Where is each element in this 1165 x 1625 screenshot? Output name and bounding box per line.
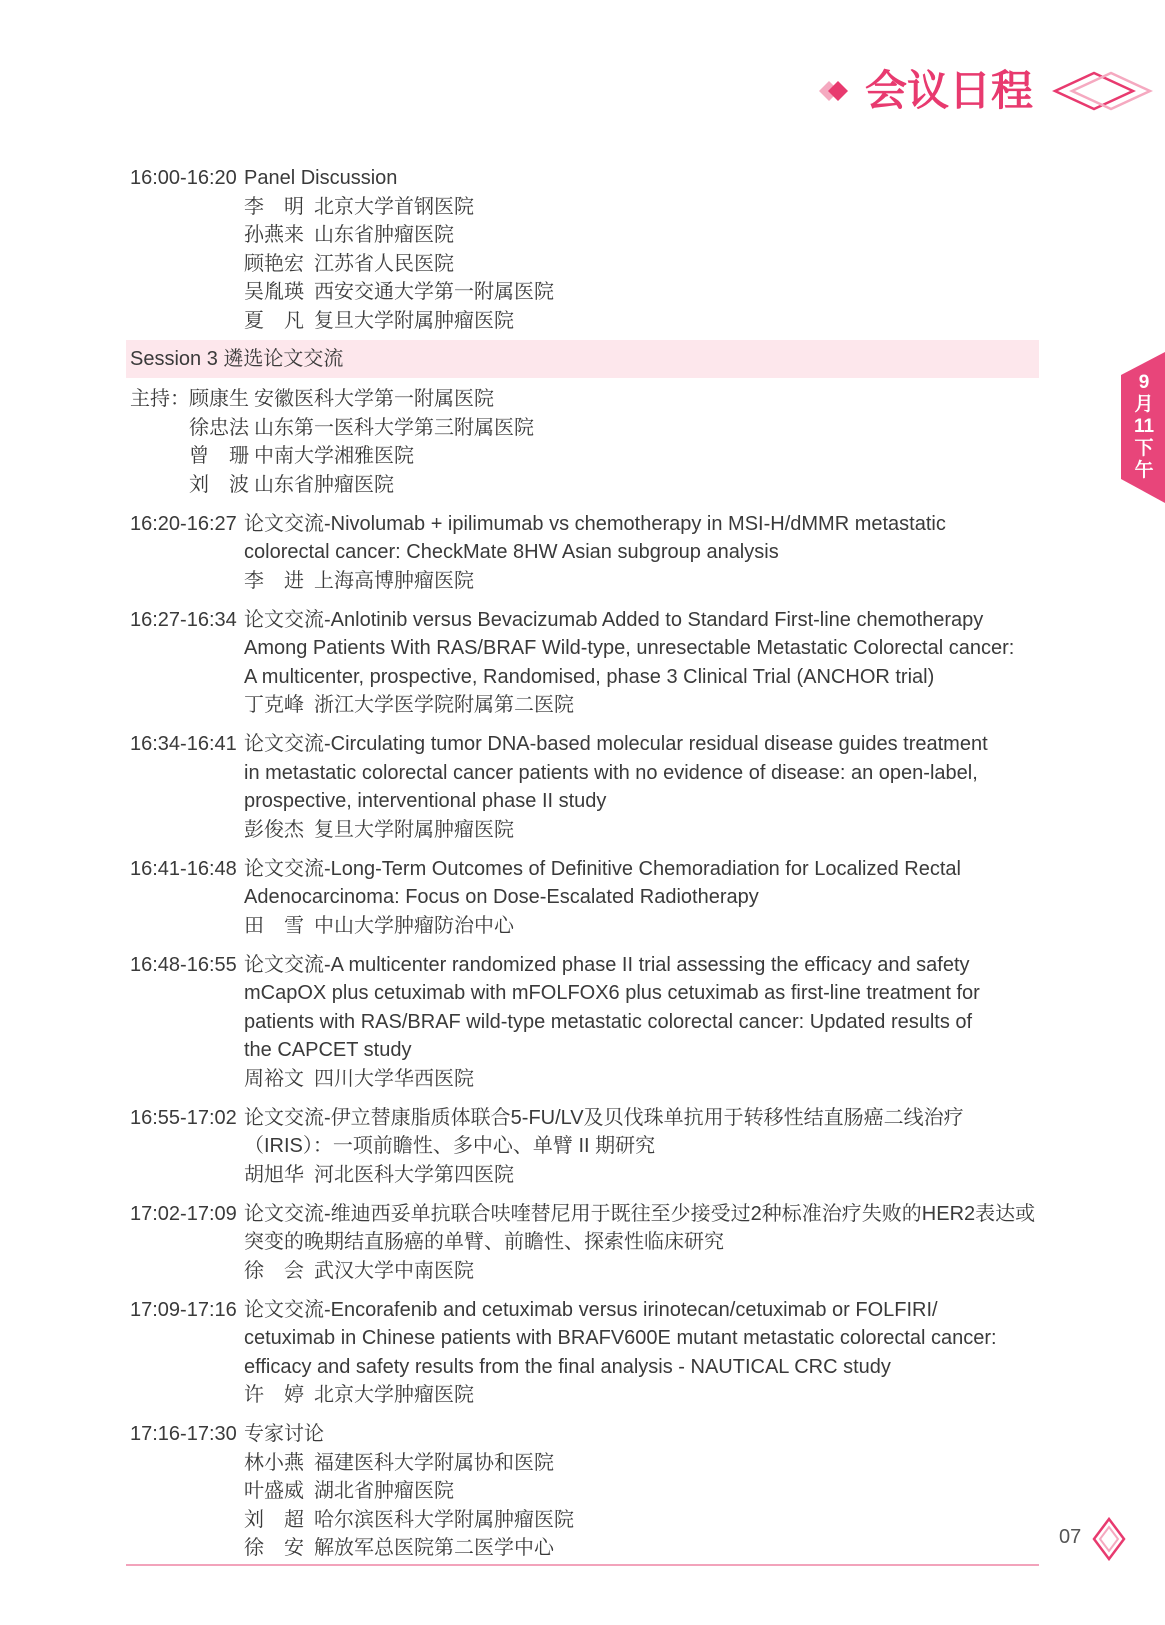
speaker-name: 刘 超 [244, 1508, 304, 1531]
speaker-affiliation: 复旦大学附属肿瘤医院 [314, 818, 514, 841]
speaker-affiliation: 北京大学首钢医院 [314, 195, 474, 218]
moderators-block [130, 385, 1045, 499]
speaker-affiliation: 湖北省肿瘤医院 [314, 1480, 454, 1502]
agenda-body [244, 730, 1045, 844]
speaker-affiliation: 安徽医科大学第一附属医院 [254, 388, 494, 410]
agenda-title-line: Among Patients With RAS/BRAF Wild-type, unresectable Metastatic Colorectal cancer: [244, 637, 1015, 659]
speaker-affiliation: 四川大学华西医院 [314, 1067, 474, 1090]
agenda-title-line: Adenocarcinoma: Focus on Dose-Escalated Radiotherapy [244, 886, 759, 908]
speaker-row [244, 1534, 1045, 1563]
speaker-name: 顾康生 [189, 388, 249, 410]
header-diamond-icon [808, 76, 850, 106]
agenda-body [244, 1420, 1045, 1563]
speaker-row [244, 221, 1045, 250]
agenda-title-line: prospective, interventional phase II study [244, 790, 607, 812]
agenda-title-line: cetuximab in Chinese patients with BRAFV600E mutant metastatic colorectal cancer: [244, 1327, 997, 1349]
speaker-name: 吴胤瑛 [244, 281, 304, 303]
agenda-title-line: 专家讨论 [244, 1423, 324, 1445]
speaker-name: 周裕文 [244, 1067, 304, 1090]
speaker-affiliation: 山东省肿瘤医院 [314, 224, 454, 246]
agenda-title-line: 论文交流-A multicenter randomized phase II trial assessing the efficacy and safety [244, 953, 970, 976]
session-header: Session 3 遴选论文交流 [126, 340, 1039, 378]
agenda-title-line: 突变的晚期结直肠癌的单臂、前瞻性、探索性临床研究 [244, 1231, 724, 1253]
date-tab-char: 下 [1134, 438, 1154, 459]
agenda-time: 17:02-17:09 [130, 1202, 237, 1225]
speaker-affiliation: 北京大学肿瘤医院 [314, 1384, 474, 1406]
agenda-title-line: efficacy and safety results from the final analysis - NAUTICAL CRC study [244, 1355, 891, 1378]
agenda-time: 16:20-16:27 [130, 512, 237, 535]
agenda-body [244, 951, 1045, 1094]
speaker-affiliation: 江苏省人民医院 [314, 252, 454, 275]
speaker-name: 徐 会 [244, 1259, 304, 1282]
agenda-body [244, 510, 1045, 596]
footer-diamond-icon [1092, 1517, 1126, 1561]
speaker-row [244, 307, 1045, 336]
agenda-item [130, 606, 1045, 720]
speaker-name: 许 婷 [244, 1384, 304, 1406]
speaker-affiliation: 河北医科大学第四医院 [314, 1163, 514, 1186]
agenda-item [130, 1104, 1045, 1190]
agenda-title-line: 论文交流-Circulating tumor DNA-based molecular residual disease guides treatment [244, 733, 988, 755]
agenda-title-line: 论文交流-维迪西妥单抗联合呋喹替尼用于既往至少接受过2种标准治疗失败的HER2表达或 [244, 1202, 1036, 1225]
speaker-row [189, 442, 1045, 471]
agenda-item [130, 164, 1045, 335]
agenda-title-line: in metastatic colorectal cancer patients with no evidence of disease: an open-label, [244, 761, 978, 784]
date-tab-char: 11 [1133, 416, 1155, 437]
speaker-name: 林小燕 [244, 1451, 304, 1474]
moderators-list [189, 385, 1045, 499]
speaker-affiliation: 中山大学肿瘤防治中心 [314, 914, 514, 937]
agenda-body [244, 1296, 1045, 1410]
agenda-time: 16:00-16:20 [130, 167, 237, 189]
agenda-title-line: 论文交流-Long-Term Outcomes of Definitive Chemoradiation for Localized Rectal [244, 857, 961, 880]
speaker-affiliation: 浙江大学医学院附属第二医院 [314, 694, 574, 716]
agenda-title-line: patients with RAS/BRAF wild-type metastatic colorectal cancer: Updated results of [244, 1010, 973, 1033]
agenda-time: 17:16-17:30 [130, 1423, 237, 1445]
agenda-body [244, 855, 1045, 941]
agenda-item [130, 1420, 1045, 1563]
agenda-title-line: mCapOX plus cetuximab with mFOLFOX6 plus cetuximab as first-line treatment for [244, 982, 980, 1004]
speaker-name: 李 明 [244, 195, 304, 218]
speaker-name: 刘 波 [189, 473, 249, 496]
date-tab-char: 9 [1138, 372, 1150, 393]
agenda-item [130, 1200, 1045, 1286]
speaker-row [189, 414, 1045, 443]
agenda-item [130, 730, 1045, 844]
speaker-row [244, 691, 1045, 720]
speaker-row [244, 1161, 1045, 1190]
agenda-title-line: A multicenter, prospective, Randomised, phase 3 Clinical Trial (ANCHOR trial) [244, 665, 935, 688]
date-tab [1125, 372, 1163, 482]
moderators-label: 主持： [130, 388, 190, 410]
agenda-item [130, 951, 1045, 1094]
speaker-row [244, 193, 1045, 222]
footer-divider [126, 1564, 1039, 1566]
agenda-time: 16:41-16:48 [130, 857, 237, 880]
agenda-body [244, 164, 1045, 335]
speaker-row [244, 912, 1045, 941]
speaker-row [244, 250, 1045, 279]
speaker-affiliation: 中南大学湘雅医院 [254, 445, 414, 467]
agenda-body [244, 606, 1045, 720]
page-title: 会议日程 [865, 67, 1034, 114]
speaker-name: 田 雪 [244, 914, 304, 937]
date-tab-char: 月 [1134, 394, 1154, 415]
speaker-row [244, 1477, 1045, 1506]
agenda-item [130, 855, 1045, 941]
speaker-name: 胡旭华 [244, 1163, 304, 1186]
speaker-row [244, 1506, 1045, 1535]
speaker-row [189, 471, 1045, 500]
date-tab-char: 午 [1134, 460, 1154, 481]
agenda-time: 16:48-16:55 [130, 953, 237, 976]
agenda-time: 16:34-16:41 [130, 733, 237, 755]
agenda-title-line: 论文交流-Encorafenib and cetuximab versus irinotecan/cetuximab or FOLFIRI/ [244, 1298, 938, 1321]
speaker-name: 彭俊杰 [244, 818, 304, 841]
agenda-title-line: 论文交流-Nivolumab + ipilimumab vs chemotherapy in MSI-H/dMMR metastatic [244, 512, 946, 535]
speaker-row [244, 1381, 1045, 1410]
header-outline-diamonds-icon [1052, 70, 1154, 112]
speaker-name: 孙燕来 [244, 224, 304, 246]
agenda-time: 16:27-16:34 [130, 608, 237, 631]
speaker-row [244, 1065, 1045, 1094]
agenda-item [130, 1296, 1045, 1410]
speaker-affiliation: 武汉大学中南医院 [314, 1259, 474, 1282]
speaker-affiliation: 山东省肿瘤医院 [254, 473, 394, 496]
agenda-title-line: （IRIS）：一项前瞻性、多中心、单臂 II 期研究 [244, 1135, 656, 1157]
speaker-name: 顾艳宏 [244, 252, 304, 275]
schedule [130, 164, 1045, 1563]
speaker-affiliation: 西安交通大学第一附属医院 [314, 281, 554, 303]
speaker-name: 曾 珊 [189, 445, 249, 467]
agenda-title-line: 论文交流-Anlotinib versus Bevacizumab Added to Standard First-line chemotherapy [244, 608, 984, 631]
speaker-name: 夏 凡 [244, 309, 304, 332]
agenda-body [244, 1200, 1045, 1286]
speaker-name: 徐忠法 [189, 416, 249, 439]
speaker-row [244, 816, 1045, 845]
speaker-affiliation: 复旦大学附属肿瘤医院 [314, 309, 514, 332]
speaker-affiliation: 山东第一医科大学第三附属医院 [254, 416, 534, 439]
agenda-title-line: 论文交流-伊立替康脂质体联合5-FU/LV及贝伐珠单抗用于转移性结直肠癌二线治疗 [244, 1106, 964, 1129]
speaker-affiliation: 上海高博肿瘤医院 [314, 569, 474, 592]
speaker-affiliation: 哈尔滨医科大学附属肿瘤医院 [314, 1508, 574, 1531]
speaker-name: 徐 安 [244, 1537, 304, 1559]
agenda-title-line: colorectal cancer: CheckMate 8HW Asian subgroup analysis [244, 541, 779, 563]
agenda-time: 16:55-17:02 [130, 1106, 237, 1129]
speaker-row [244, 1257, 1045, 1286]
speaker-row [244, 278, 1045, 307]
speaker-name: 叶盛威 [244, 1480, 304, 1502]
agenda-title-line: the CAPCET study [244, 1039, 412, 1061]
agenda-body [244, 1104, 1045, 1190]
speaker-name: 丁克峰 [244, 694, 304, 716]
page-number: 07 [1059, 1526, 1082, 1548]
speaker-row [244, 1449, 1045, 1478]
speaker-affiliation: 福建医科大学附属协和医院 [314, 1451, 554, 1474]
speaker-name: 李 进 [244, 569, 304, 592]
speaker-affiliation: 解放军总医院第二医学中心 [314, 1537, 554, 1559]
speaker-row [244, 567, 1045, 596]
agenda-item [130, 510, 1045, 596]
agenda-time: 17:09-17:16 [130, 1298, 237, 1321]
agenda-title-line: Panel Discussion [244, 167, 398, 189]
speaker-row [189, 385, 1045, 414]
